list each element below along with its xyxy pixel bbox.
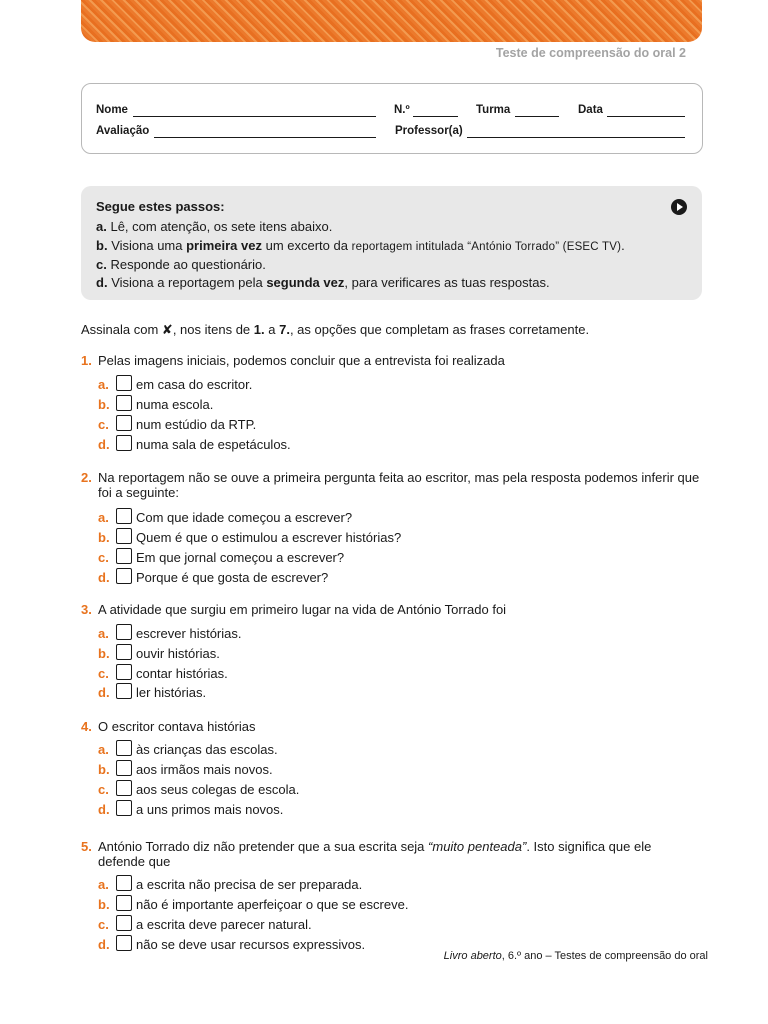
instruction-text: Assinala com: [81, 322, 162, 337]
identification-box: [81, 83, 703, 154]
option-text: aos irmãos mais novos.: [136, 762, 273, 777]
question-1: [81, 353, 701, 453]
teacher-label: Professor(a): [395, 125, 463, 137]
name-field[interactable]: [133, 116, 376, 117]
number-label: N.º: [394, 104, 410, 116]
option-text: Porque é que gosta de escrever?: [136, 570, 329, 585]
steps-box: [81, 186, 702, 300]
option-letter: b.: [98, 762, 110, 777]
question-2: [81, 470, 701, 585]
question-number: 3.: [81, 602, 92, 617]
question-text: A atividade que surgiu em primeiro lugar na vida de António Torrado foi: [98, 602, 507, 617]
play-icon[interactable]: [671, 199, 687, 215]
question-text-part: . Isto significa que ele defende que: [98, 839, 652, 869]
option-text: aos seus colegas de escola.: [136, 782, 300, 797]
option-letter: a.: [98, 377, 109, 392]
option-letter: b.: [98, 646, 110, 661]
steps-heading: Segue estes passos:: [96, 199, 225, 214]
step-text: .: [621, 238, 625, 253]
answer-checkbox[interactable]: [116, 415, 132, 431]
answer-checkbox[interactable]: [116, 375, 132, 391]
answer-checkbox[interactable]: [116, 915, 132, 931]
step-a: [96, 219, 332, 234]
step-text: , para verificares as tuas respostas.: [344, 275, 550, 290]
header-banner: [81, 0, 702, 42]
answer-checkbox[interactable]: [116, 895, 132, 911]
option-text: a escrita não precisa de ser preparada.: [136, 877, 363, 892]
step-emphasis: segunda vez: [266, 275, 345, 290]
step-d: [96, 275, 550, 290]
question-4: [81, 719, 701, 819]
step-text: Visiona a reportagem pela: [111, 275, 267, 290]
option-letter: a.: [98, 626, 109, 641]
option-text: ler histórias.: [136, 685, 207, 700]
option-text: contar histórias.: [136, 666, 228, 681]
option-text: não é importante aperfeiçoar o que se escreve.: [136, 897, 409, 912]
date-label: Data: [578, 104, 603, 116]
grade-field[interactable]: [154, 137, 376, 138]
grade-label: Avaliação: [96, 125, 150, 137]
number-field[interactable]: [413, 116, 458, 117]
question-number: 5.: [81, 839, 92, 854]
option-letter: d.: [98, 937, 110, 952]
question-number: 2.: [81, 470, 92, 485]
option-text: Quem é que o estimulou a escrever histórias?: [136, 530, 402, 545]
step-letter: c.: [96, 257, 107, 272]
page-footer: [444, 950, 708, 962]
answer-checkbox[interactable]: [116, 548, 132, 564]
option-text: escrever histórias.: [136, 626, 242, 641]
instruction-text: , nos itens de: [172, 322, 254, 337]
answer-checkbox[interactable]: [116, 568, 132, 584]
option-letter: d.: [98, 685, 110, 700]
question-number: 4.: [81, 719, 92, 734]
question-3: [81, 602, 701, 702]
step-text: um excerto da: [261, 238, 352, 253]
option-letter: d.: [98, 570, 110, 585]
question-text: O escritor contava histórias: [98, 719, 256, 734]
answer-checkbox[interactable]: [116, 760, 132, 776]
answer-checkbox[interactable]: [116, 780, 132, 796]
option-text: a escrita deve parecer natural.: [136, 917, 312, 932]
step-emphasis: primeira vez: [186, 238, 262, 253]
option-letter: c.: [98, 550, 109, 565]
option-letter: a.: [98, 742, 109, 757]
option-text: Em que jornal começou a escrever?: [136, 550, 345, 565]
answer-checkbox[interactable]: [116, 435, 132, 451]
answer-checkbox[interactable]: [116, 624, 132, 640]
instruction: [81, 322, 589, 338]
date-field[interactable]: [607, 116, 685, 117]
answer-checkbox[interactable]: [116, 528, 132, 544]
question-number: 1.: [81, 353, 92, 368]
step-letter: d.: [96, 275, 108, 290]
option-text: num estúdio da RTP.: [136, 417, 257, 432]
question-quote: “muito penteada”: [428, 839, 527, 854]
question-text-part: António Torrado diz não pretender que a sua escrita seja: [98, 839, 429, 854]
answer-checkbox[interactable]: [116, 508, 132, 524]
step-text: Responde ao questionário.: [110, 257, 266, 272]
instruction-text: , as opções que completam as frases corretamente.: [289, 322, 590, 337]
question-5: [81, 839, 701, 954]
book-title: Livro aberto: [443, 950, 502, 962]
step-text: Lê, com atenção, os sete itens abaixo.: [110, 219, 333, 234]
answer-checkbox[interactable]: [116, 664, 132, 680]
option-text: em casa do escritor.: [136, 377, 253, 392]
option-text: a uns primos mais novos.: [136, 802, 284, 817]
step-video-reference: reportagem intitulada “António Torrado” (ESEC TV): [351, 241, 622, 253]
option-letter: b.: [98, 530, 110, 545]
step-letter: b.: [96, 238, 108, 253]
footer-text: , 6.º ano – Testes de compreensão do oral: [501, 950, 708, 962]
option-text: ouvir histórias.: [136, 646, 220, 661]
question-text: [98, 839, 701, 869]
option-letter: a.: [98, 877, 109, 892]
name-label: Nome: [96, 104, 128, 116]
question-text: Pelas imagens iniciais, podemos concluir que a entrevista foi realizada: [98, 353, 505, 368]
answer-checkbox[interactable]: [116, 935, 132, 951]
question-text: Na reportagem não se ouve a primeira pergunta feita ao escritor, mas pela resposta podemos inferir que foi a seguinte:: [98, 470, 700, 500]
option-text: não se deve usar recursos expressivos.: [136, 937, 366, 952]
option-text: às crianças das escolas.: [136, 742, 278, 757]
answer-checkbox[interactable]: [116, 683, 132, 699]
step-c: [96, 257, 266, 272]
option-letter: a.: [98, 510, 109, 525]
option-letter: d.: [98, 437, 110, 452]
answer-checkbox[interactable]: [116, 395, 132, 411]
step-letter: a.: [96, 219, 107, 234]
teacher-field[interactable]: [467, 137, 685, 138]
test-title: Teste de compreensão do oral 2: [495, 46, 686, 60]
option-text: numa escola.: [136, 397, 214, 412]
step-text: Visiona uma: [111, 238, 187, 253]
instruction-text: a: [264, 322, 280, 337]
option-letter: b.: [98, 397, 110, 412]
option-letter: d.: [98, 802, 110, 817]
answer-checkbox[interactable]: [116, 800, 132, 816]
answer-checkbox[interactable]: [116, 644, 132, 660]
option-letter: c.: [98, 417, 109, 432]
answer-checkbox[interactable]: [116, 875, 132, 891]
instruction-bold: 1.: [253, 322, 265, 337]
class-label: Turma: [476, 104, 511, 116]
answer-checkbox[interactable]: [116, 740, 132, 756]
instruction-bold: 7.: [279, 322, 290, 337]
option-letter: b.: [98, 897, 110, 912]
option-letter: c.: [98, 917, 109, 932]
class-field[interactable]: [515, 116, 559, 117]
cross-mark-icon: ✘: [161, 322, 173, 337]
option-letter: c.: [98, 666, 109, 681]
step-b: [96, 238, 625, 253]
option-text: numa sala de espetáculos.: [136, 437, 291, 452]
option-letter: c.: [98, 782, 109, 797]
option-text: Com que idade começou a escrever?: [136, 510, 353, 525]
